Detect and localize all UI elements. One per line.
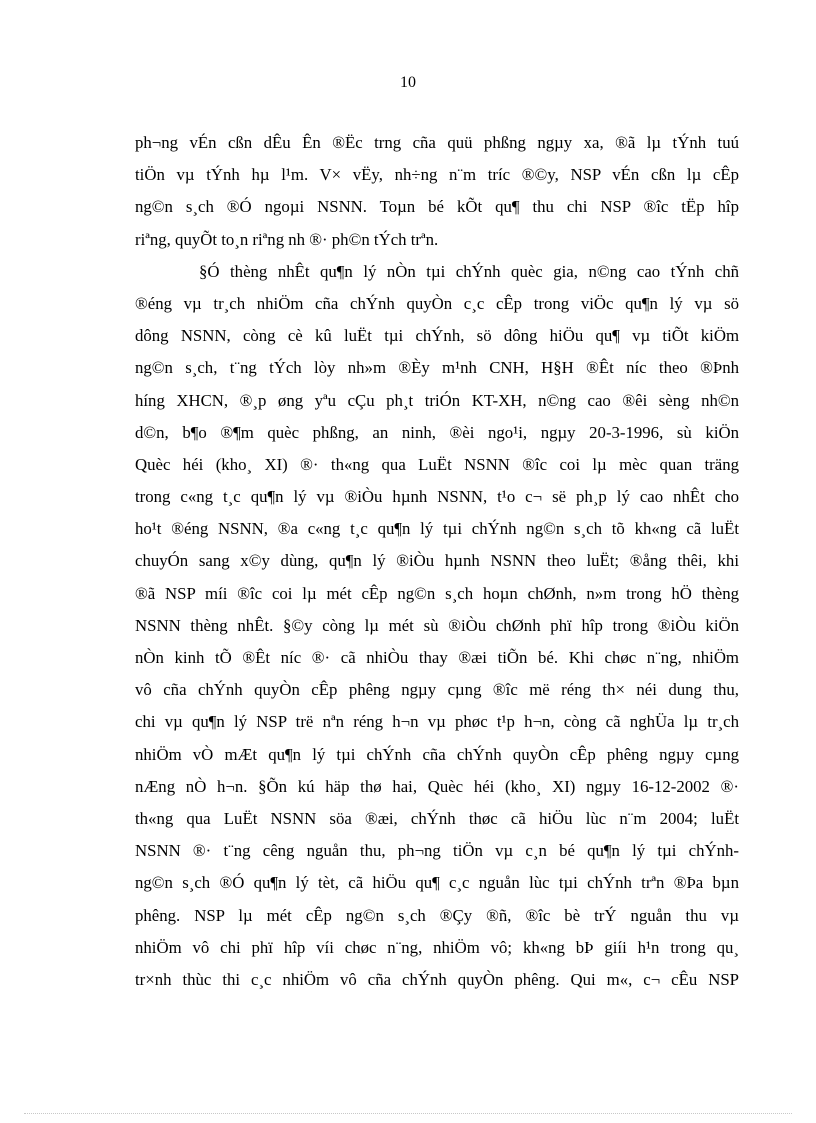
- text-line: ng©n s¸ch ®Ó ngoµi NSNN. Toµn bé kÕt qu¶ thu chi NSP ®îc tËp hîp: [135, 197, 739, 217]
- text-line: ®éng vµ tr¸ch nhiÖm cña chÝnh quyÒn c¸c cÊp trong viÖc qu¶n lý vµ sö: [135, 293, 739, 313]
- page-bottom-divider: [24, 1113, 792, 1114]
- text-line: chuyÓn sang x©y dùng, qu¶n lý ®iÒu hµnh NSNN theo luËt; ®ång thêi, khi: [135, 551, 739, 571]
- text-line: híng XHCN, ®¸p øng yªu cÇu ph¸t triÓn KT-XH, n©ng cao ®êi sèng nh©n: [135, 390, 739, 410]
- text-line: tr×nh thùc thi c¸c nhiÖm vô cña chÝnh quyÒn phêng. Qui m«, c¬ cÊu NSP: [135, 969, 739, 989]
- text-line: tiÖn vµ tÝnh hµ l¹m. V× vËy, nh÷ng n¨m tríc ®©y, NSP vÉn cßn lµ cÊp: [135, 165, 739, 185]
- text-line: ng©n s¸ch ®Ó qu¶n lý tèt, cã hiÖu qu¶ c¸c nguån lùc tµi chÝnh trªn ®Þa bµn: [135, 873, 739, 893]
- text-line: ®ã NSP míi ®îc coi lµ mét cÊp ng©n s¸ch hoµn chØnh, n»m trong hÖ thèng: [135, 583, 739, 603]
- body-text: [135, 127, 739, 996]
- text-line: nÒn kinh tÕ ®Êt níc ®· cã nhiÒu thay ®æi tiÕn bé. Khi chøc n¨ng, nhiÖm: [135, 648, 739, 667]
- text-line: th«ng qua LuËt NSNN söa ®æi, chÝnh thøc cã hiÖu lùc n¨m 2004; luËt: [135, 808, 739, 828]
- text-line: Quèc héi (kho¸ XI) ®· th«ng qua LuËt NSNN ®îc coi lµ mèc quan träng: [135, 454, 739, 474]
- text-line: nhiÖm vô chi phï hîp víi chøc n¨ng, nhiÖm vô; kh«ng bÞ giíi h¹n trong qu¸: [135, 937, 739, 957]
- text-line: nhiÖm vÒ mÆt qu¶n lý tµi chÝnh cña chÝnh quyÒn cÊp phêng ngµy cµng: [135, 744, 739, 764]
- text-line: phêng. NSP lµ mét cÊp ng©n s¸ch ®Çy ®ñ, ®îc bè trÝ nguån thu vµ: [135, 905, 739, 925]
- text-line: trong c«ng t¸c qu¶n lý vµ ®iÒu hµnh NSNN, t¹o c¬ së ph¸p lý cao nhÊt cho: [135, 487, 739, 507]
- text-line: chi vµ qu¶n lý NSP trë nªn réng h¬n vµ phøc t¹p h¬n, còng cã nghÜa lµ tr¸ch: [135, 712, 739, 732]
- text-line: ph¬ng vÉn cßn dÊu Ên ®Ëc trng cña quü phßng ngµy xa, ®ã lµ tÝnh tuú: [135, 133, 739, 152]
- text-line: vô cña chÝnh quyÒn cÊp phêng ngµy cµng ®îc më réng th× néi dung thu,: [135, 680, 739, 700]
- paragraph-end-line: riªng, quyÕt to¸n riªng nh ®· ph©n tÝch trªn.: [135, 229, 439, 249]
- text-line: ng©n s¸ch, t¨ng tÝch lòy nh»m ®Èy m¹nh CNH, H§H ®Êt níc theo ®Þnh: [135, 358, 739, 378]
- text-line: d©n, b¶o ®¶m quèc phßng, an ninh, ®èi ngo¹i, ngµy 20-3-1996, sù kiÖn: [135, 422, 739, 442]
- text-line: NSNN ®· t¨ng cêng nguån thu, ph¬ng tiÖn vµ c¸n bé qu¶n lý tµi chÝnh-: [135, 841, 739, 861]
- text-line: ho¹t ®éng NSNN, ®a c«ng t¸c qu¶n lý tµi chÝnh ng©n s¸ch tõ kh«ng cã luËt: [135, 519, 739, 539]
- text-line: dông NSNN, còng cè kû luËt tµi chÝnh, sö dông hiÖu qu¶ vµ tiÕt kiÖm: [135, 326, 739, 346]
- page-number: 10: [400, 74, 416, 91]
- text-line: nÆng nÒ h¬n. §Õn kú häp thø hai, Quèc héi (kho¸ XI) ngµy 16-12-2002 ®·: [135, 776, 739, 796]
- text-line: NSNN thèng nhÊt. §©y còng lµ mét sù ®iÒu chØnh phï hîp trong ®iÒu kiÖn: [135, 615, 739, 635]
- paragraph-start-line: §Ó thèng nhÊt qu¶n lý nÒn tµi chÝnh quèc gia, n©ng cao tÝnh chñ: [199, 261, 739, 281]
